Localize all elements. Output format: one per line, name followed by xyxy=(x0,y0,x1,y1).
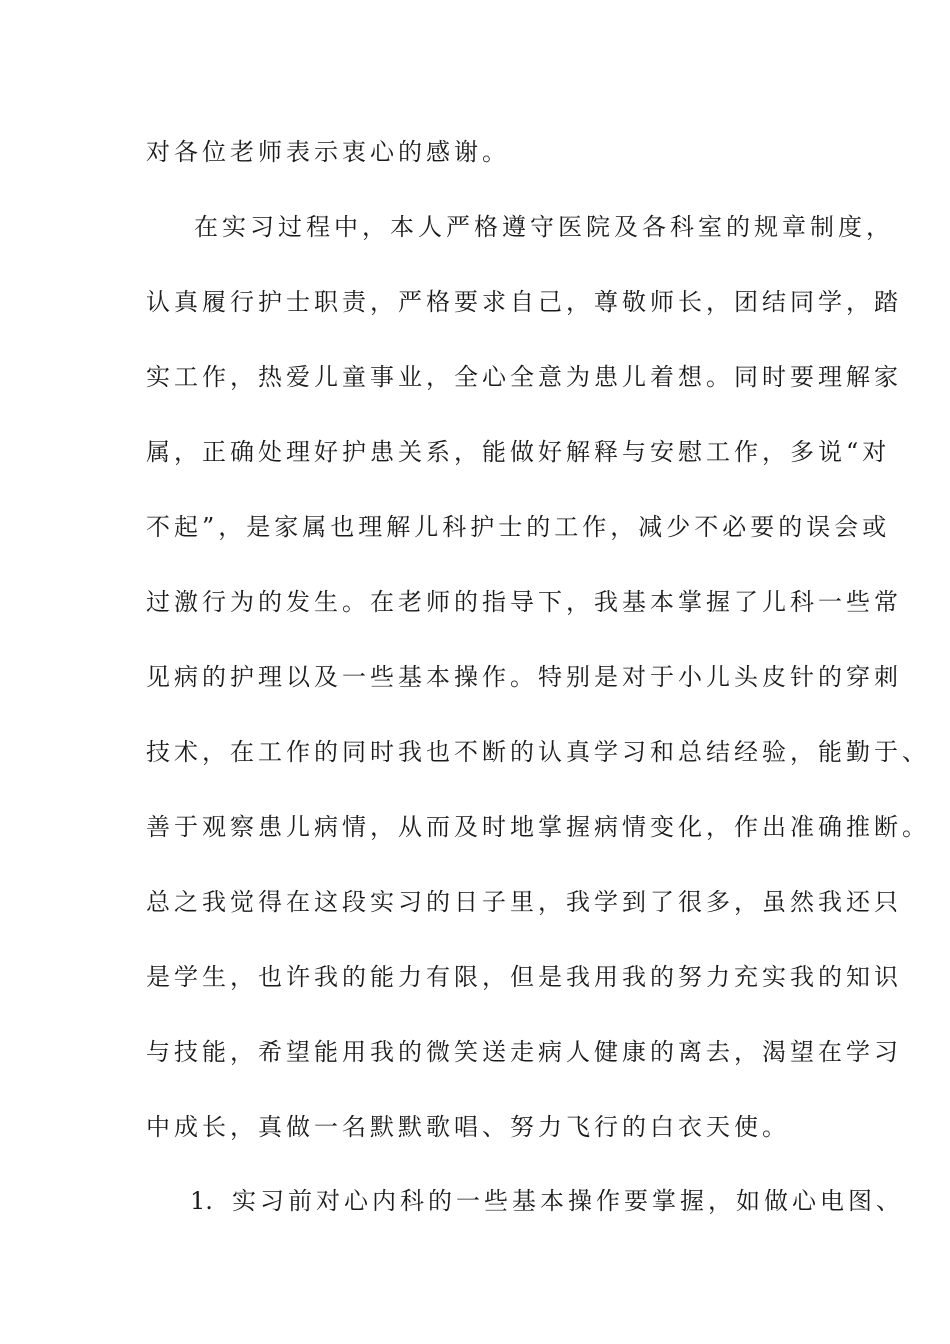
text-line-11: 总之我觉得在这段实习的日子里，我学到了很多，虽然我还只 xyxy=(146,888,902,916)
list-item-text: 实习前对心内科的一些基本操作要掌握，如做心电图、 xyxy=(232,1187,904,1215)
text-line-9: 技术，在工作的同时我也不断的认真学习和总结经验，能勤于、 xyxy=(146,738,930,766)
text-line-2: 在实习过程中，本人严格遵守医院及各科室的规章制度， xyxy=(194,213,894,241)
text-line-12: 是学生，也许我的能力有限，但是我用我的努力充实我的知识 xyxy=(146,963,902,991)
text-line-14: 中成长，真做一名默默歌唱、努力飞行的白衣天使。 xyxy=(146,1113,790,1141)
text-line-7: 过激行为的发生。在老师的指导下，我基本掌握了儿科一些常 xyxy=(146,588,902,616)
text-line-5: 属，正确处理好护患关系，能做好解释与安慰工作，多说“对 xyxy=(146,438,891,466)
list-item-number: 1. xyxy=(190,1187,213,1215)
text-line-4: 实工作，热爱儿童事业，全心全意为患儿着想。同时要理解家 xyxy=(146,363,902,391)
text-line-10: 善于观察患儿病情，从而及时地掌握病情变化，作出准确推断。 xyxy=(146,813,930,841)
text-line-3: 认真履行护士职责，严格要求自己，尊敬师长，团结同学，踏 xyxy=(146,288,902,316)
text-line-8: 见病的护理以及一些基本操作。特别是对于小儿头皮针的穿刺 xyxy=(146,663,902,691)
text-line-13: 与技能，希望能用我的微笑送走病人健康的离去，渴望在学习 xyxy=(146,1038,902,1066)
text-line-6: 不起”，是家属也理解儿科护士的工作，减少不必要的误会或 xyxy=(146,513,891,541)
text-line-1: 对各位老师表示衷心的感谢。 xyxy=(146,138,510,166)
